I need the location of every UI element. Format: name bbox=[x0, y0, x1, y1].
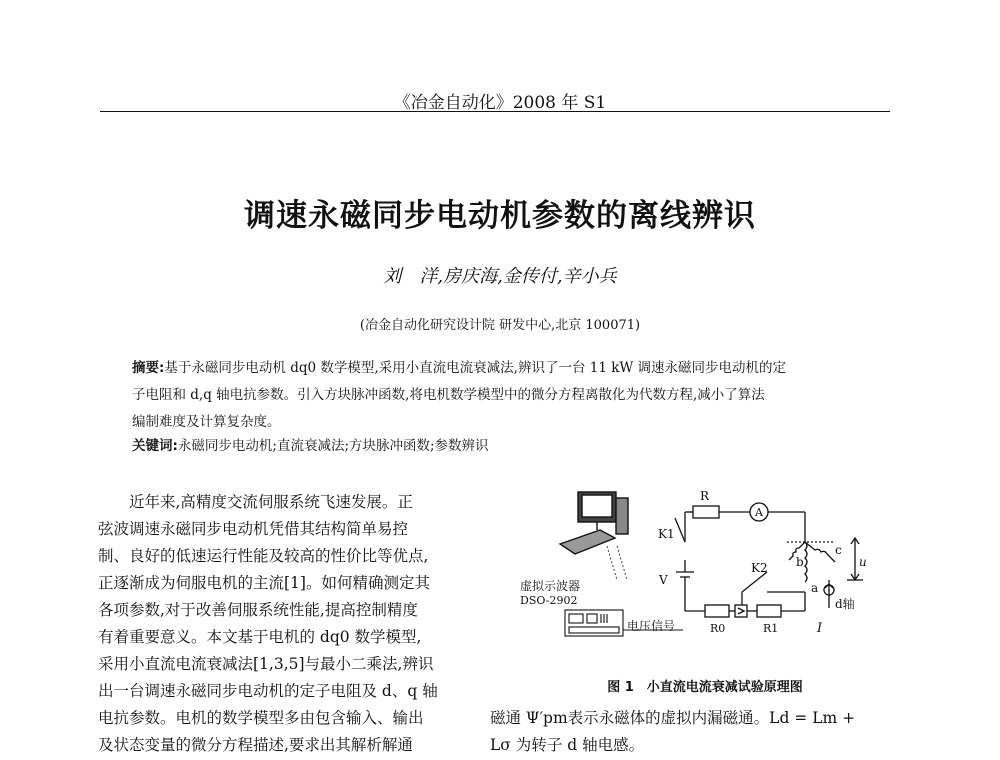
body-line: Lσ 为转子 d 轴电感。 bbox=[490, 736, 645, 754]
abstract-line: 编制难度及计算复杂度。 bbox=[132, 414, 281, 430]
body-line: 制、良好的低速运行性能及较高的性价比等优点, bbox=[98, 547, 429, 565]
voltage-source-label: V bbox=[659, 573, 668, 587]
abstract-line: 摘要:基于永磁同步电动机 dq0 数学模型,采用小直流电流衰减法,辨识了一台 11 kW 调速永磁同步电动机的定 bbox=[132, 360, 787, 376]
computer-icon bbox=[560, 492, 628, 554]
body-line: 正逐渐成为伺服电机的主流[1]。如何精确测定其 bbox=[98, 574, 430, 592]
paper-affiliation: (冶金自动化研究设计院 研发中心,北京 100071) bbox=[359, 318, 641, 333]
keywords-text: 永磁同步电动机;直流衰减法;方块脉冲函数;参数辨识 bbox=[177, 438, 489, 454]
paper-authors: 刘 洋,房庆海,金传付,辛小兵 bbox=[383, 266, 617, 287]
voltage-signal-label: 电压信号 bbox=[627, 619, 676, 633]
keywords-line bbox=[132, 434, 872, 454]
body-line: 弦波调速永磁同步电动机凭借其结构简单易控 bbox=[98, 520, 409, 538]
body-line: 出一台调速永磁同步电动机的定子电阻及 d、q 轴 bbox=[98, 682, 438, 700]
body-line: 及状态变量的微分方程描述,要求出其解析解通 bbox=[98, 736, 413, 754]
body-line: 各项参数,对于改善伺服系统性能,提高控制精度 bbox=[98, 601, 418, 619]
abstract-line: 子电阻和 d,q 轴电抗参数。引入方块脉冲函数,将电机数学模型中的微分方程离散化为代数方程,减小了算法 bbox=[132, 387, 765, 403]
ammeter-label: A bbox=[755, 506, 763, 519]
keywords-label: 关键词: bbox=[132, 438, 178, 454]
voltage-u-label: u bbox=[859, 555, 867, 569]
journal-header: 《冶金自动化》2008 年 S1 bbox=[393, 93, 607, 113]
body-line: 采用小直流电流衰减法[1,3,5]与最小二乘法,辨识 bbox=[98, 655, 434, 673]
figure-caption: 图 1 小直流电流衰减试验原理图 bbox=[607, 680, 803, 695]
body-line: 有着重要意义。本文基于电机的 dq0 数学模型, bbox=[98, 628, 422, 646]
winding-a-label: a bbox=[811, 581, 819, 595]
winding-c-label: c bbox=[835, 543, 842, 557]
body-line: 电抗参数。电机的数学模型多由包含输入、输出 bbox=[98, 709, 424, 727]
header-rule bbox=[100, 111, 890, 112]
oscilloscope-label: 虚拟示波器 bbox=[520, 579, 581, 593]
resistor-r0-label: R0 bbox=[710, 622, 726, 635]
resistor-r-label: R bbox=[700, 489, 710, 503]
switch-k1-label: K1 bbox=[658, 527, 675, 541]
abstract-label: 摘要: bbox=[132, 360, 165, 376]
winding-b-label: b bbox=[796, 555, 804, 569]
body-line: 磁通 Ψ′pm表示永磁体的虚拟内漏磁通。Ld = Lm + bbox=[490, 709, 856, 727]
body-line: 近年来,高精度交流伺服系统飞速发展。正 bbox=[98, 493, 413, 511]
paper-title: 调速永磁同步电动机参数的离线辨识 bbox=[244, 198, 756, 234]
switch-k2-label: K2 bbox=[751, 561, 768, 575]
d-axis-label: d轴 bbox=[835, 597, 855, 611]
oscilloscope-model: DSO-2902 bbox=[520, 594, 578, 607]
circuit-diagram bbox=[505, 480, 895, 670]
resistor-r1-label: R1 bbox=[763, 622, 779, 635]
current-label: I bbox=[817, 621, 823, 636]
